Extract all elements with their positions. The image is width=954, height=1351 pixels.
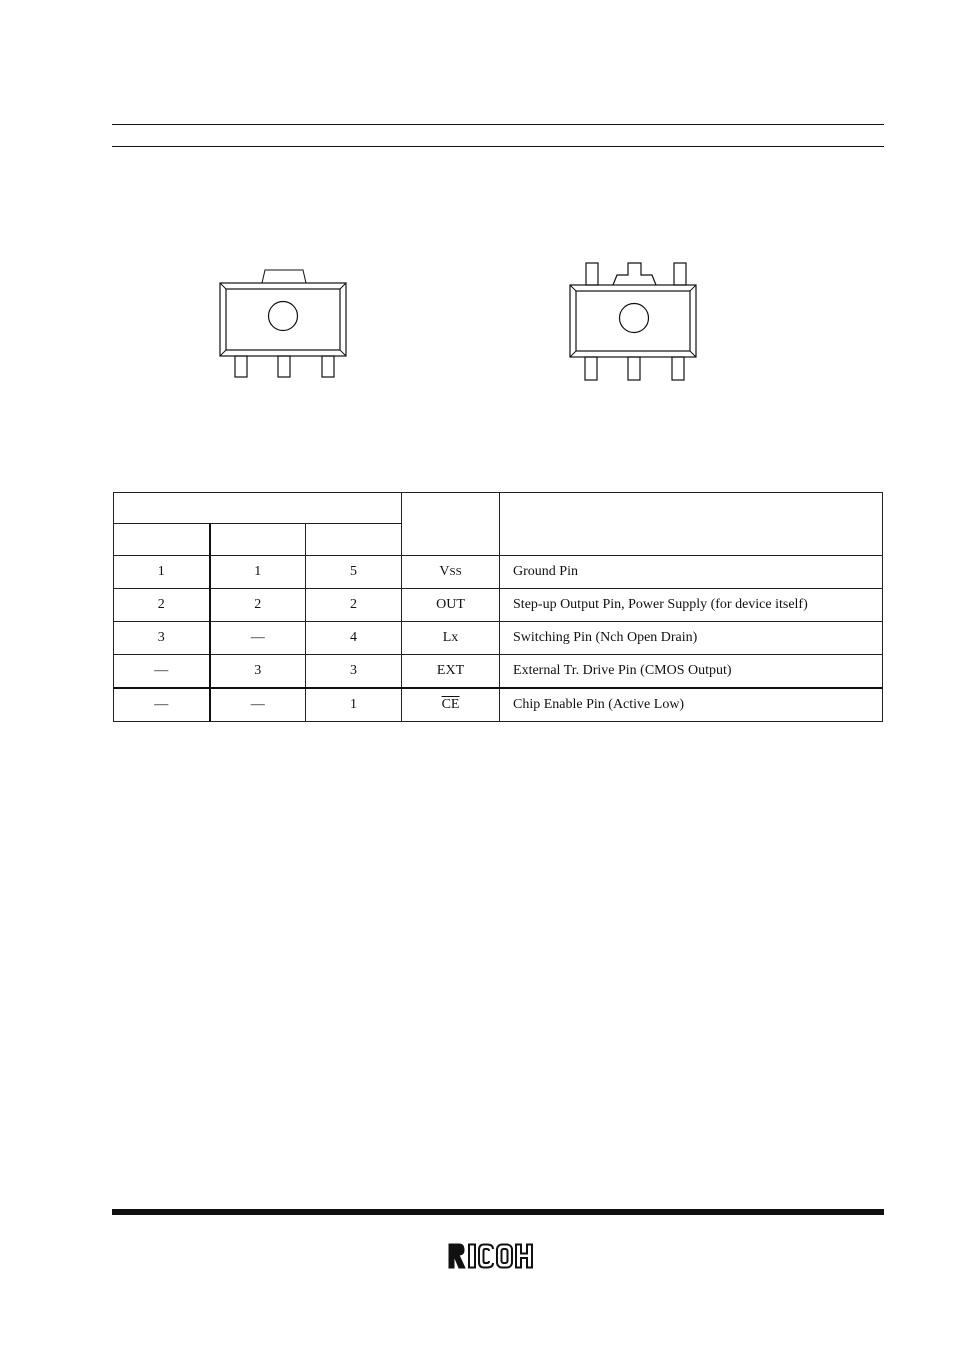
symbol-main: V	[439, 564, 450, 579]
pin-col-3-cell: 1	[306, 688, 402, 722]
pin-number-header	[114, 493, 402, 524]
package-5pin-outline	[568, 260, 700, 384]
table-row	[114, 622, 883, 655]
symbol-cell	[402, 688, 500, 722]
pin-col-2-header	[210, 524, 306, 556]
pin-col-3-value: 5	[350, 564, 357, 579]
header-rule-top	[112, 124, 884, 125]
symbol-cell	[402, 556, 500, 589]
symbol-cell: EXT	[402, 655, 500, 689]
description-cell: Step-up Output Pin, Power Supply (for device itself)	[500, 589, 883, 622]
pin-col-1-cell: —	[114, 655, 210, 689]
pin-col-2-cell: 1	[210, 556, 306, 589]
pin-col-3-cell: 3	[306, 655, 402, 689]
table-row	[114, 589, 883, 622]
table-row	[114, 556, 883, 589]
pin-col-1-cell: 3	[114, 622, 210, 655]
table-header-row	[114, 493, 883, 524]
pin-col-3-header	[306, 524, 402, 556]
description-cell: External Tr. Drive Pin (CMOS Output)	[500, 655, 883, 689]
symbol-main-overlined: $\overline{CE}$	[441, 697, 460, 712]
pin-description-table	[113, 492, 883, 722]
table-row	[114, 688, 883, 722]
pin-col-1-cell: 2	[114, 589, 210, 622]
pin-col-2-cell: 3	[210, 655, 306, 689]
pin-col-3-cell: 2	[306, 589, 402, 622]
package-3pin-outline	[218, 268, 350, 380]
description-cell: Switching Pin (Nch Open Drain)	[500, 622, 883, 655]
symbol-cell: Lx	[402, 622, 500, 655]
description-cell: Chip Enable Pin (Active Low)	[500, 688, 883, 722]
footer-rule	[112, 1209, 884, 1215]
pin-col-2-cell: 2	[210, 589, 306, 622]
pin-col-1-cell: —	[114, 688, 210, 722]
pin-col-1-cell: 1	[114, 556, 210, 589]
pin-col-2-cell: —	[210, 622, 306, 655]
description-cell: Ground Pin	[500, 556, 883, 589]
pin-col-3-cell: 4	[306, 622, 402, 655]
table-row	[114, 655, 883, 689]
symbol-subscript: SS	[449, 566, 462, 578]
symbol-header	[402, 493, 500, 556]
ricoh-logo	[447, 1243, 547, 1274]
header-rule-bottom	[112, 146, 884, 147]
pin-col-1-header	[114, 524, 210, 556]
pin-col-2-cell: —	[210, 688, 306, 722]
pin-col-3-cell	[306, 556, 402, 589]
description-header	[500, 493, 883, 556]
symbol-cell: OUT	[402, 589, 500, 622]
